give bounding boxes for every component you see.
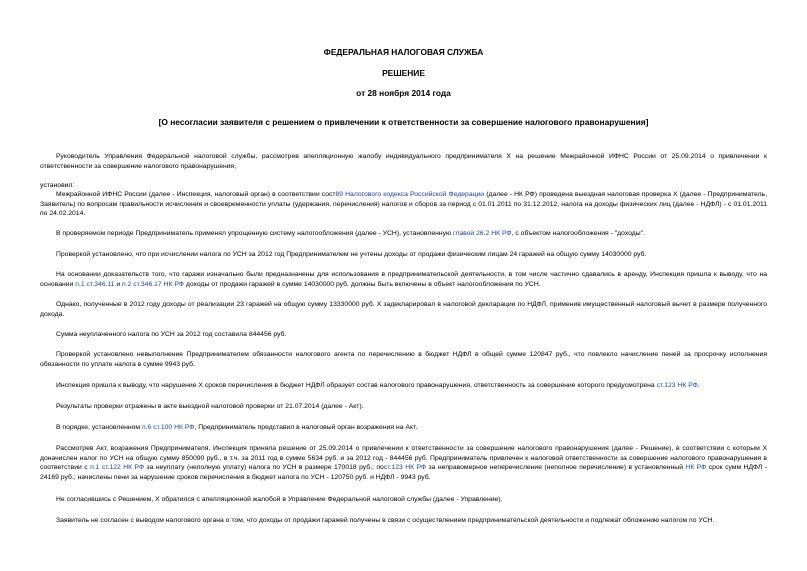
link-article-123-b[interactable]: ст.123 НК РФ xyxy=(383,464,427,472)
link-article-122[interactable]: п.1 ст.122 НК РФ xyxy=(90,464,145,472)
paragraph-unpaid-tax: Сумма неуплаченного налога по УСН за 2012 год составила 844456 руб. xyxy=(56,331,287,338)
text-segment: Межрайонной ИФНС России (далее - Инспекция, налоговый орган) в соответствии сост xyxy=(56,191,336,198)
link-chapter-26-2[interactable]: главой 26.2 НК РФ xyxy=(453,230,512,237)
paragraph-disagreement: Заявитель не согласен с выводом налогового органа о том, что доходы от продажи гаражей получены в связи с осуществлением предпринимательской деятельности и подлежат обложению налогом по УСН. xyxy=(56,517,715,524)
text-segment: и xyxy=(114,280,123,288)
paragraph-unrecorded-income: Проверкой установлено, что при исчислении налога по УСН за 2012 год Предпринимателем не учтены доходы от продажи физическим лицам 24 гаражей на общую сумму 14030000 руб. xyxy=(56,251,647,258)
text-segment: за неправомерное неперечисление (неполное перечисление) в установленный xyxy=(426,464,686,472)
link-article-346-11[interactable]: п.1 ст.346.11 xyxy=(75,280,115,288)
paragraph-usn xyxy=(40,229,767,239)
link-article-100[interactable]: п.6 ст.100 НК РФ xyxy=(141,424,195,431)
agency-title: ФЕДЕРАЛЬНАЯ НАЛОГОВАЯ СЛУЖБА xyxy=(323,47,484,57)
paragraph-tax-agent: Проверкой установлено невыполнение Предпринимателем обязанности налогового агента по перечислению в бюджет НДФЛ в общей сумме 120847 руб., что повлекло начисление пеней за просрочку исполнения обязанности по уплате налога в сумме 9943 руб. xyxy=(40,351,767,368)
document-subject: [О несогласии заявителя с решением о привлечении к ответственности за совершение налогового правонарушения] xyxy=(158,117,649,127)
established-label: установил: xyxy=(40,182,75,189)
text-segment: (далее - НК РФ) проведена выездная налоговая проверка Х (далее - Предприниматель, Заявитель) по вопросам правильности исчисления и своевременности уплаты (удержания, перечисления) налогов и сборов за период с 01.01.2011 по 31.12.2012, налога на доходы физических лиц (далее - НДФЛ) - с 01.01.2011 по 24.02.2014. xyxy=(40,191,767,218)
text-segment: доходы от продажи гаражей в сумме 14030000 руб. должны быть включены в объект налогообложения по УСН. xyxy=(183,280,541,288)
paragraph-appeal: Не согласившись с Решением, Х обратился с апелляционной жалобой в Управление Федеральной налоговой службы (далее - Управление). xyxy=(56,496,503,503)
link-article-89[interactable]: 89 Налогового кодекса Российской Федерации xyxy=(335,191,485,198)
text-segment: В порядке, установленном xyxy=(56,424,142,431)
text-segment: за неуплату (неполную уплату) налога по УСН в размере 170018 руб.; по xyxy=(144,464,384,472)
text-segment: срок сумм НДФЛ - 24169 руб.; начислены пени за нарушение сроков перечисления в бюджет налога по УСН - 120750 руб. и НДФЛ - 9943 руб. xyxy=(40,464,767,481)
document-type: РЕШЕНИЕ xyxy=(382,68,425,78)
text-segment: , с объектом налогообложения - "доходы". xyxy=(511,230,645,237)
intro-paragraph: Руководитель Управления Федеральной налоговой службы, рассмотрев апелляционную жалобу индивидуального предпринимателя Х на решение Межрайонной ИФНС России от 25.09.2014 о привлечении к ответственности за совершение налогового правонарушения, xyxy=(40,153,767,170)
text-segment: В проверяемом периоде Предприниматель применял упрощенную систему налогообложения (далее - УСН), установленную xyxy=(56,230,454,237)
paragraph-violation xyxy=(40,381,767,391)
paragraph-objections xyxy=(40,423,767,433)
paragraph-audit xyxy=(40,190,767,219)
paragraph-ndfl-declaration: Однако, полученные в 2012 году доходы от реализации 23 гаражей на общую сумму 13330000 руб. Х задекларировал в налоговой декларации по НДФЛ, применив имущественный налоговый вычет в размере полученного дохода. xyxy=(40,301,767,318)
text-segment: Рассмотрев Акт, возражения Предпринимателя, Инспекция приняла решение от 25.09.2014 о привлечении к ответственности за совершение налогового правонарушения (далее - Решение), в соответствии с которым Х доначислен налог по УСН на общую сумму 850090 руб., в т.ч. за 2011 год в сумме 5634 руб. и за 2012 год - 844456 руб. Предприниматель привлечен к налоговой ответственности за совершение налогового правонарушения в соответствии с xyxy=(40,445,767,472)
document-date: от 28 ноября 2014 года xyxy=(356,88,451,98)
link-article-123[interactable]: ст.123 НК РФ xyxy=(656,382,698,389)
paragraph-decision xyxy=(40,444,767,482)
link-article-346-17[interactable]: п.2 ст.346.17 НК РФ xyxy=(122,280,184,288)
text-segment: Инспекция пришла к выводу, что нарушение Х сроков перечисления в бюджет НДФЛ образует состав налогового правонарушения, ответственность за совершение которого предусмотрена xyxy=(56,382,657,389)
link-tax-code[interactable]: НК РФ xyxy=(685,464,707,472)
text-segment: На основании доказательств того, что гаражи изначально были предназначены для использования в предпринимательской деятельности, в том числе частично сдавались в аренду, Инспекция пришла к выводу, что на основании xyxy=(40,271,767,288)
text-segment: . xyxy=(697,382,700,389)
text-segment: , Предприниматель представил в налоговый орган возражения на Акт. xyxy=(194,424,418,431)
paragraph-audit-act: Результаты проверки отражены в акте выездной налоговой проверки от 21.07.2014 (далее - Акт). xyxy=(56,403,364,410)
paragraph-conclusion xyxy=(40,270,767,289)
